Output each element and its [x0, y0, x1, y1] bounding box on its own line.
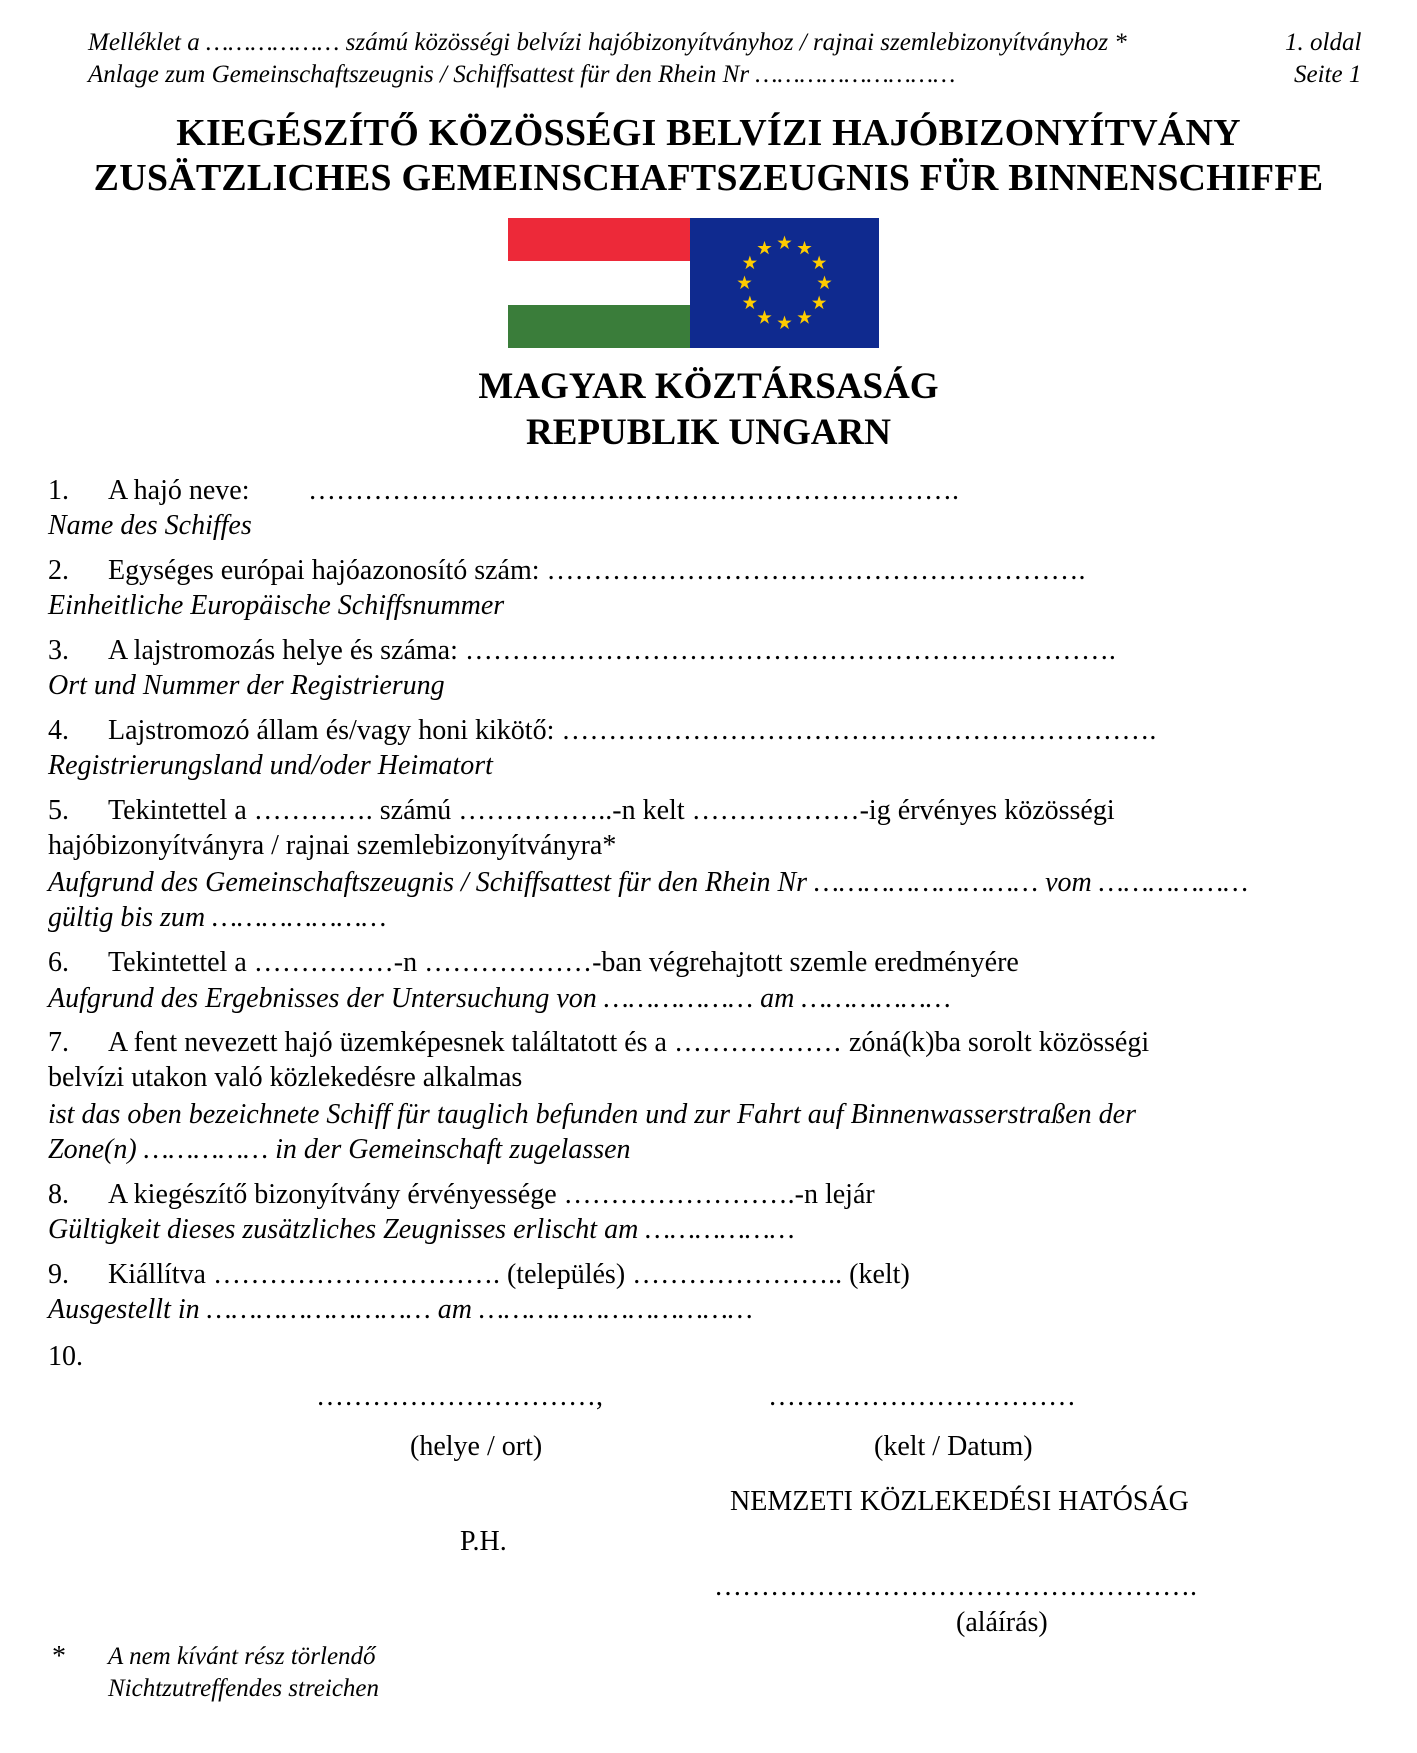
item-ship-name-field: ……………………………………………………………. [308, 475, 959, 506]
header-page-de: Seite 1 [1294, 61, 1362, 88]
flag-stripe-green [508, 305, 691, 348]
item-zone-approval-de: ist das oben bezeichnete Schiff für tauglich befunden und zur Fahrt auf Binnenwasserstraßen der [48, 1099, 1136, 1130]
eu-star-icon [797, 310, 811, 324]
country-name-hu: MAGYAR KÖZTÁRSASÁG [478, 366, 939, 407]
item-ship-name-label: A hajó neve: [108, 475, 250, 506]
item-number: 7. [48, 1027, 69, 1058]
item-issued-at: Kiállítva …………………………. (település) ………………….. (kelt) [108, 1259, 910, 1290]
header-page-hu: 1. oldal [1285, 29, 1362, 56]
item-issued-at-de: Ausgestellt in ……………………… am …………………………… [48, 1294, 753, 1325]
item-certificate-ref-de: Aufgrund des Gemeinschaftszeugnis / Schiffsattest für den Rhein Nr ……………………… vom ……………… [48, 867, 1249, 898]
item-number: 4. [48, 715, 69, 746]
eu-star-icon [757, 310, 771, 324]
item-certificate-ref: Tekintettel a …………. számú ……………..-n kelt ………………-ig érvényes közösségi [108, 795, 1115, 826]
hungary-flag [508, 218, 691, 348]
item-number: 8. [48, 1179, 69, 1210]
signature-date-label: (kelt / Datum) [874, 1431, 1033, 1462]
item-registration-place: A lajstromozás helye és száma: ……………………………………………………………. [108, 635, 1116, 666]
eu-star-icon [743, 256, 757, 270]
item-home-port: Lajstromozó állam és/vagy honi kikötő: ………………………………………………………. [108, 715, 1157, 746]
item-eni-number-de: Einheitliche Europäische Schiffsnummer [48, 590, 505, 621]
signature-label: (aláírás) [956, 1607, 1048, 1638]
item-certificate-ref-de-cont: gültig bis zum ………………… [48, 902, 387, 933]
item-number: 5. [48, 795, 69, 826]
item-certificate-ref-cont: hajóbizonyítványra / rajnai szemlebizonyítványra* [48, 830, 617, 861]
official-stamp-mark: P.H. [460, 1526, 507, 1557]
item-zone-approval-cont: belvízi utakon való közlekedésre alkalmas [48, 1062, 523, 1093]
flag-stripe-red [508, 218, 691, 261]
eu-stars-icon [690, 218, 879, 348]
country-name-de: REPUBLIK UNGARN [526, 412, 891, 453]
document-title-hu: KIEGÉSZÍTŐ KÖZÖSSÉGI BELVÍZI HAJÓBIZONYÍTVÁNY [176, 112, 1241, 154]
flag-stripe-white [508, 261, 691, 304]
eu-star-icon [817, 276, 831, 290]
issuing-authority: NEMZETI KÖZLEKEDÉSI HATÓSÁG [730, 1486, 1189, 1517]
item-zone-approval-de-cont: Zone(n) …………… in der Gemeinschaft zugelassen [48, 1134, 631, 1165]
item-number: 3. [48, 635, 69, 666]
eu-star-icon [812, 296, 826, 310]
signature-date-field: …………………………… [768, 1381, 1076, 1412]
item-number: 9. [48, 1259, 69, 1290]
eu-star-icon [777, 316, 791, 330]
item-number: 2. [48, 555, 69, 586]
eu-star-icon [743, 296, 757, 310]
item-registration-place-de: Ort und Nummer der Registrierung [48, 670, 445, 701]
item-validity-expiry-de: Gültigkeit dieses zusätzliches Zeugnisses erlischt am ……………… [48, 1214, 795, 1245]
eu-star-icon [737, 276, 751, 290]
item-zone-approval: A fent nevezett hajó üzemképesnek találtatott és a ……………… zóná(k)ba sorolt közösségi [108, 1027, 1150, 1058]
item-inspection-result: Tekintettel a ……………-n ………………-ban végrehajtott szemle eredményére [108, 947, 1019, 978]
item-ship-name-de: Name des Schiffes [48, 510, 252, 541]
eu-star-icon [777, 236, 791, 250]
signature-place-label: (helye / ort) [410, 1431, 543, 1462]
item-eni-number: Egységes európai hajóazonosító szám: …………………………………………………. [108, 555, 1086, 586]
eu-star-icon [797, 241, 811, 255]
item-home-port-de: Registrierungsland und/oder Heimatort [48, 750, 493, 781]
item-number: 10. [48, 1341, 83, 1372]
footnote-de: Nichtzutreffendes streichen [108, 1675, 380, 1702]
flag-block [508, 218, 879, 348]
eu-star-icon [812, 256, 826, 270]
signature-line: ……………………………………………. [714, 1571, 1197, 1602]
header-annex-de: Anlage zum Gemeinschaftszeugnis / Schiffsattest für den Rhein Nr ……………………… [88, 61, 956, 88]
eu-star-icon [757, 241, 771, 255]
footnote-mark: * [52, 1641, 66, 1672]
item-number: 1. [48, 475, 69, 506]
item-inspection-result-de: Aufgrund des Ergebnisses der Untersuchung von ……………… am ……………… [48, 983, 951, 1014]
item-number: 6. [48, 947, 69, 978]
signature-place-field: …………………………, [316, 1381, 603, 1412]
header-annex-hu: Melléklet a ……………… számú közösségi belvízi hajóbizonyítványhoz / rajnai szemlebizonyítványhoz * [88, 29, 1127, 56]
document-title-de: ZUSÄTZLICHES GEMEINSCHAFTSZEUGNIS FÜR BINNENSCHIFFE [93, 157, 1324, 199]
footnote-hu: A nem kívánt rész törlendő [108, 1643, 376, 1670]
eu-flag [690, 218, 879, 348]
item-validity-expiry: A kiegészítő bizonyítvány érvényessége …………………….-n lejár [108, 1179, 875, 1210]
